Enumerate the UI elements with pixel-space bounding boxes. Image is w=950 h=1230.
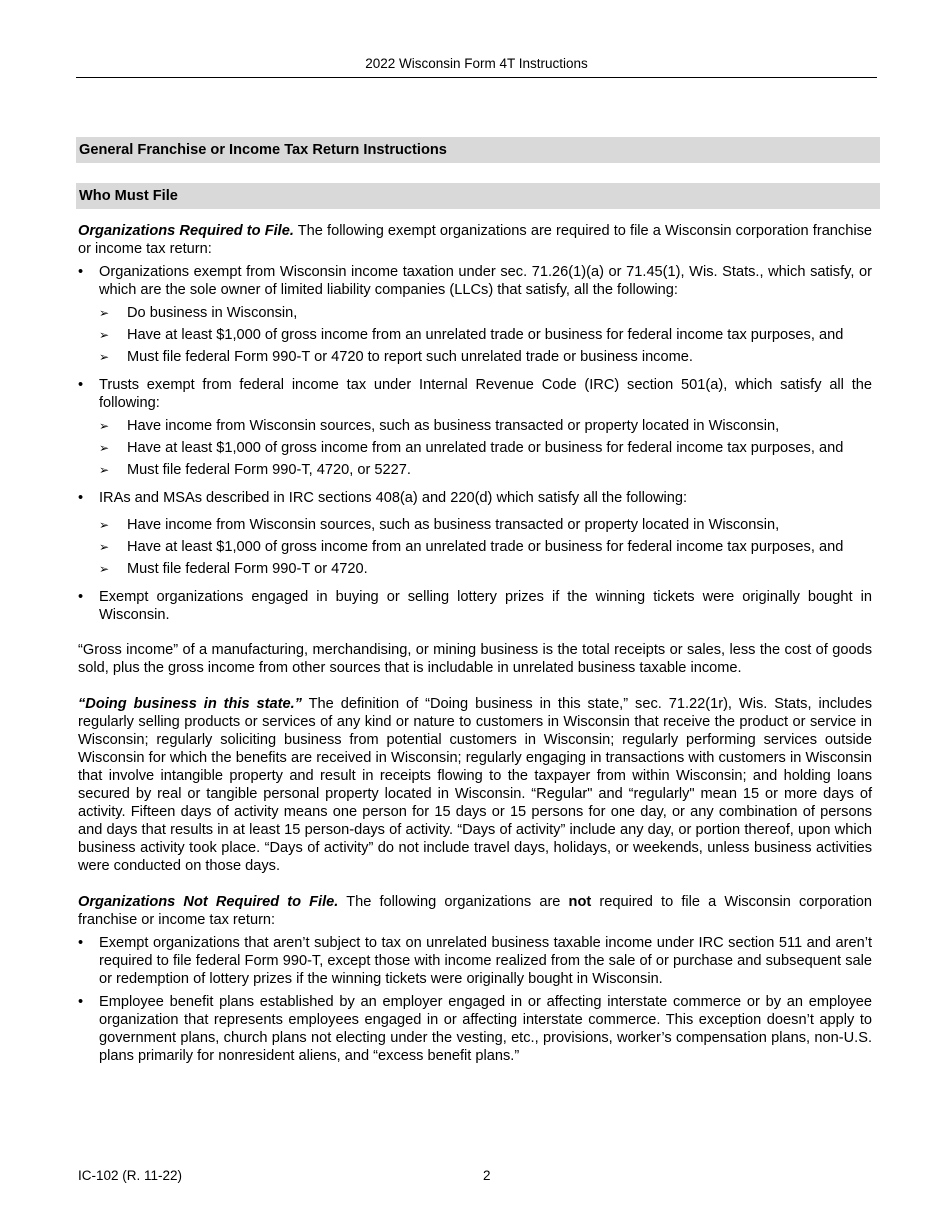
list-item — [78, 263, 872, 366]
required-intro-text: The following exempt organizations are required to file a Wisconsin corporation franchise or income tax return: — [78, 223, 872, 257]
sub-list-item: ➢ Must file federal Form 990-T or 4720. — [99, 560, 872, 578]
not-required-intro-b: required to file a Wisconsin corporation franchise or income tax return: — [78, 894, 872, 928]
list-item — [78, 588, 872, 624]
gross-income-paragraph: “Gross income” of a manufacturing, merchandising, or mining business is the total receipts or sales, less the cost of goods sold, plus the gross income from other sources that is includable in unrelated business taxable income. — [78, 642, 872, 676]
doing-business-paragraph — [78, 695, 872, 875]
section-heading-who-must-file: Who Must File — [76, 183, 880, 209]
doing-business-text: The definition of “Doing business in this state,” sec. 71.22(1r), Wis. Stats, includes regularly selling products or services of any kind or nature to customers in Wisconsin that receive the product or service in Wisconsin; regularly soliciting business from potential customers in Wisconsin; regularly performing services outside Wisconsin for which the benefits are received in Wisconsin; regularly engaging in transactions with customers in Wisconsin that involve intangible property and result in receipts flowing to the taxpayer from within Wisconsin; and holding loans secured by real or tangible personal property located in Wisconsin. “Regular" and “regularly" mean 15 or more days of activity. Fifteen days of activity means one person for 15 days or 15 persons for one day, or any combination of persons and days that results in at least 15 person-days of activity. “Days of activity” include any day, or portion thereof, upon which business activity took place. “Days of activity” do not include travel days, holidays, or weekends, unless business activities were conducted on those days. — [78, 696, 873, 874]
sub-list — [99, 417, 872, 479]
list-item — [78, 376, 872, 479]
required-lead: Organizations Required to File. — [78, 223, 294, 239]
sub-list-item: ➢ Have at least $1,000 of gross income from an unrelated trade or business for federal income tax purposes, and — [99, 538, 872, 556]
sub-list — [99, 304, 872, 366]
not-required-list — [78, 934, 872, 1065]
sub-list-item: ➢ Have at least $1,000 of gross income from an unrelated trade or business for federal income tax purposes, and — [99, 439, 872, 457]
sub-list-item: ➢ Have income from Wisconsin sources, such as business transacted or property located in Wisconsin, — [99, 516, 872, 534]
required-list — [78, 263, 872, 624]
required-intro — [78, 222, 872, 258]
sub-list-item: ➢ Must file federal Form 990-T, 4720, or 5227. — [99, 461, 872, 479]
not-required-intro-a: The following organizations are — [338, 894, 569, 910]
list-item-text: • Exempt organizations engaged in buying or selling lottery prizes if the winning tickets were originally bought in Wisconsin. — [99, 589, 872, 623]
sub-list-item: ➢ Have income from Wisconsin sources, such as business transacted or property located in Wisconsin, — [99, 417, 872, 435]
list-item: • Employee benefit plans established by an employer engaged in or affecting interstate commerce or by an employee organization that represents employees engaged in or affecting interstate commerce. This exception doesn’t apply to government plans, church plans not electing under the vesting, etc., provisions, worker’s compensation plans, non-U.S. plans primarily for nonresident aliens, and “excess benefit plans.” — [78, 993, 872, 1065]
not-required-lead: Organizations Not Required to File. — [78, 894, 339, 910]
not-required-intro — [78, 893, 872, 929]
list-item: • Exempt organizations that aren’t subject to tax on unrelated business taxable income under IRC section 511 and aren’t required to file federal Form 990-T, except those with income realized from the sale of or purchase and subsequent sale or redemption of lottery prizes if the winning tickets were originally bought in Wisconsin. — [78, 934, 872, 988]
document-body — [78, 222, 872, 1065]
list-item-text: • Trusts exempt from federal income tax under Internal Revenue Code (IRC) section 501(a), which satisfy all the following: — [99, 377, 872, 411]
section-heading-general: General Franchise or Income Tax Return Instructions — [76, 137, 880, 163]
sub-list-item: ➢ Do business in Wisconsin, — [99, 304, 872, 322]
footer-form-id: IC-102 (R. 11-22) — [78, 1168, 183, 1183]
not-required-intro-bold: not — [568, 894, 592, 910]
list-item-text: • Organizations exempt from Wisconsin income taxation under sec. 71.26(1)(a) or 71.45(1), Wis. Stats., which satisfy, or which are the sole owner of limited liability companies (LLCs) that satisfy, all the following: — [99, 264, 872, 298]
sub-list-item: ➢ Have at least $1,000 of gross income from an unrelated trade or business for federal income tax purposes, and — [99, 326, 872, 344]
sub-list — [99, 516, 872, 578]
list-item-text: • IRAs and MSAs described in IRC sections 408(a) and 220(d) which satisfy all the following: — [99, 490, 688, 506]
sub-list-item: ➢ Must file federal Form 990-T or 4720 to report such unrelated trade or business income. — [99, 348, 872, 366]
running-header: 2022 Wisconsin Form 4T Instructions — [76, 56, 877, 78]
list-item — [78, 489, 872, 578]
doing-business-lead: “Doing business in this state.” — [78, 696, 302, 712]
footer-page-number: 2 — [483, 1168, 491, 1183]
